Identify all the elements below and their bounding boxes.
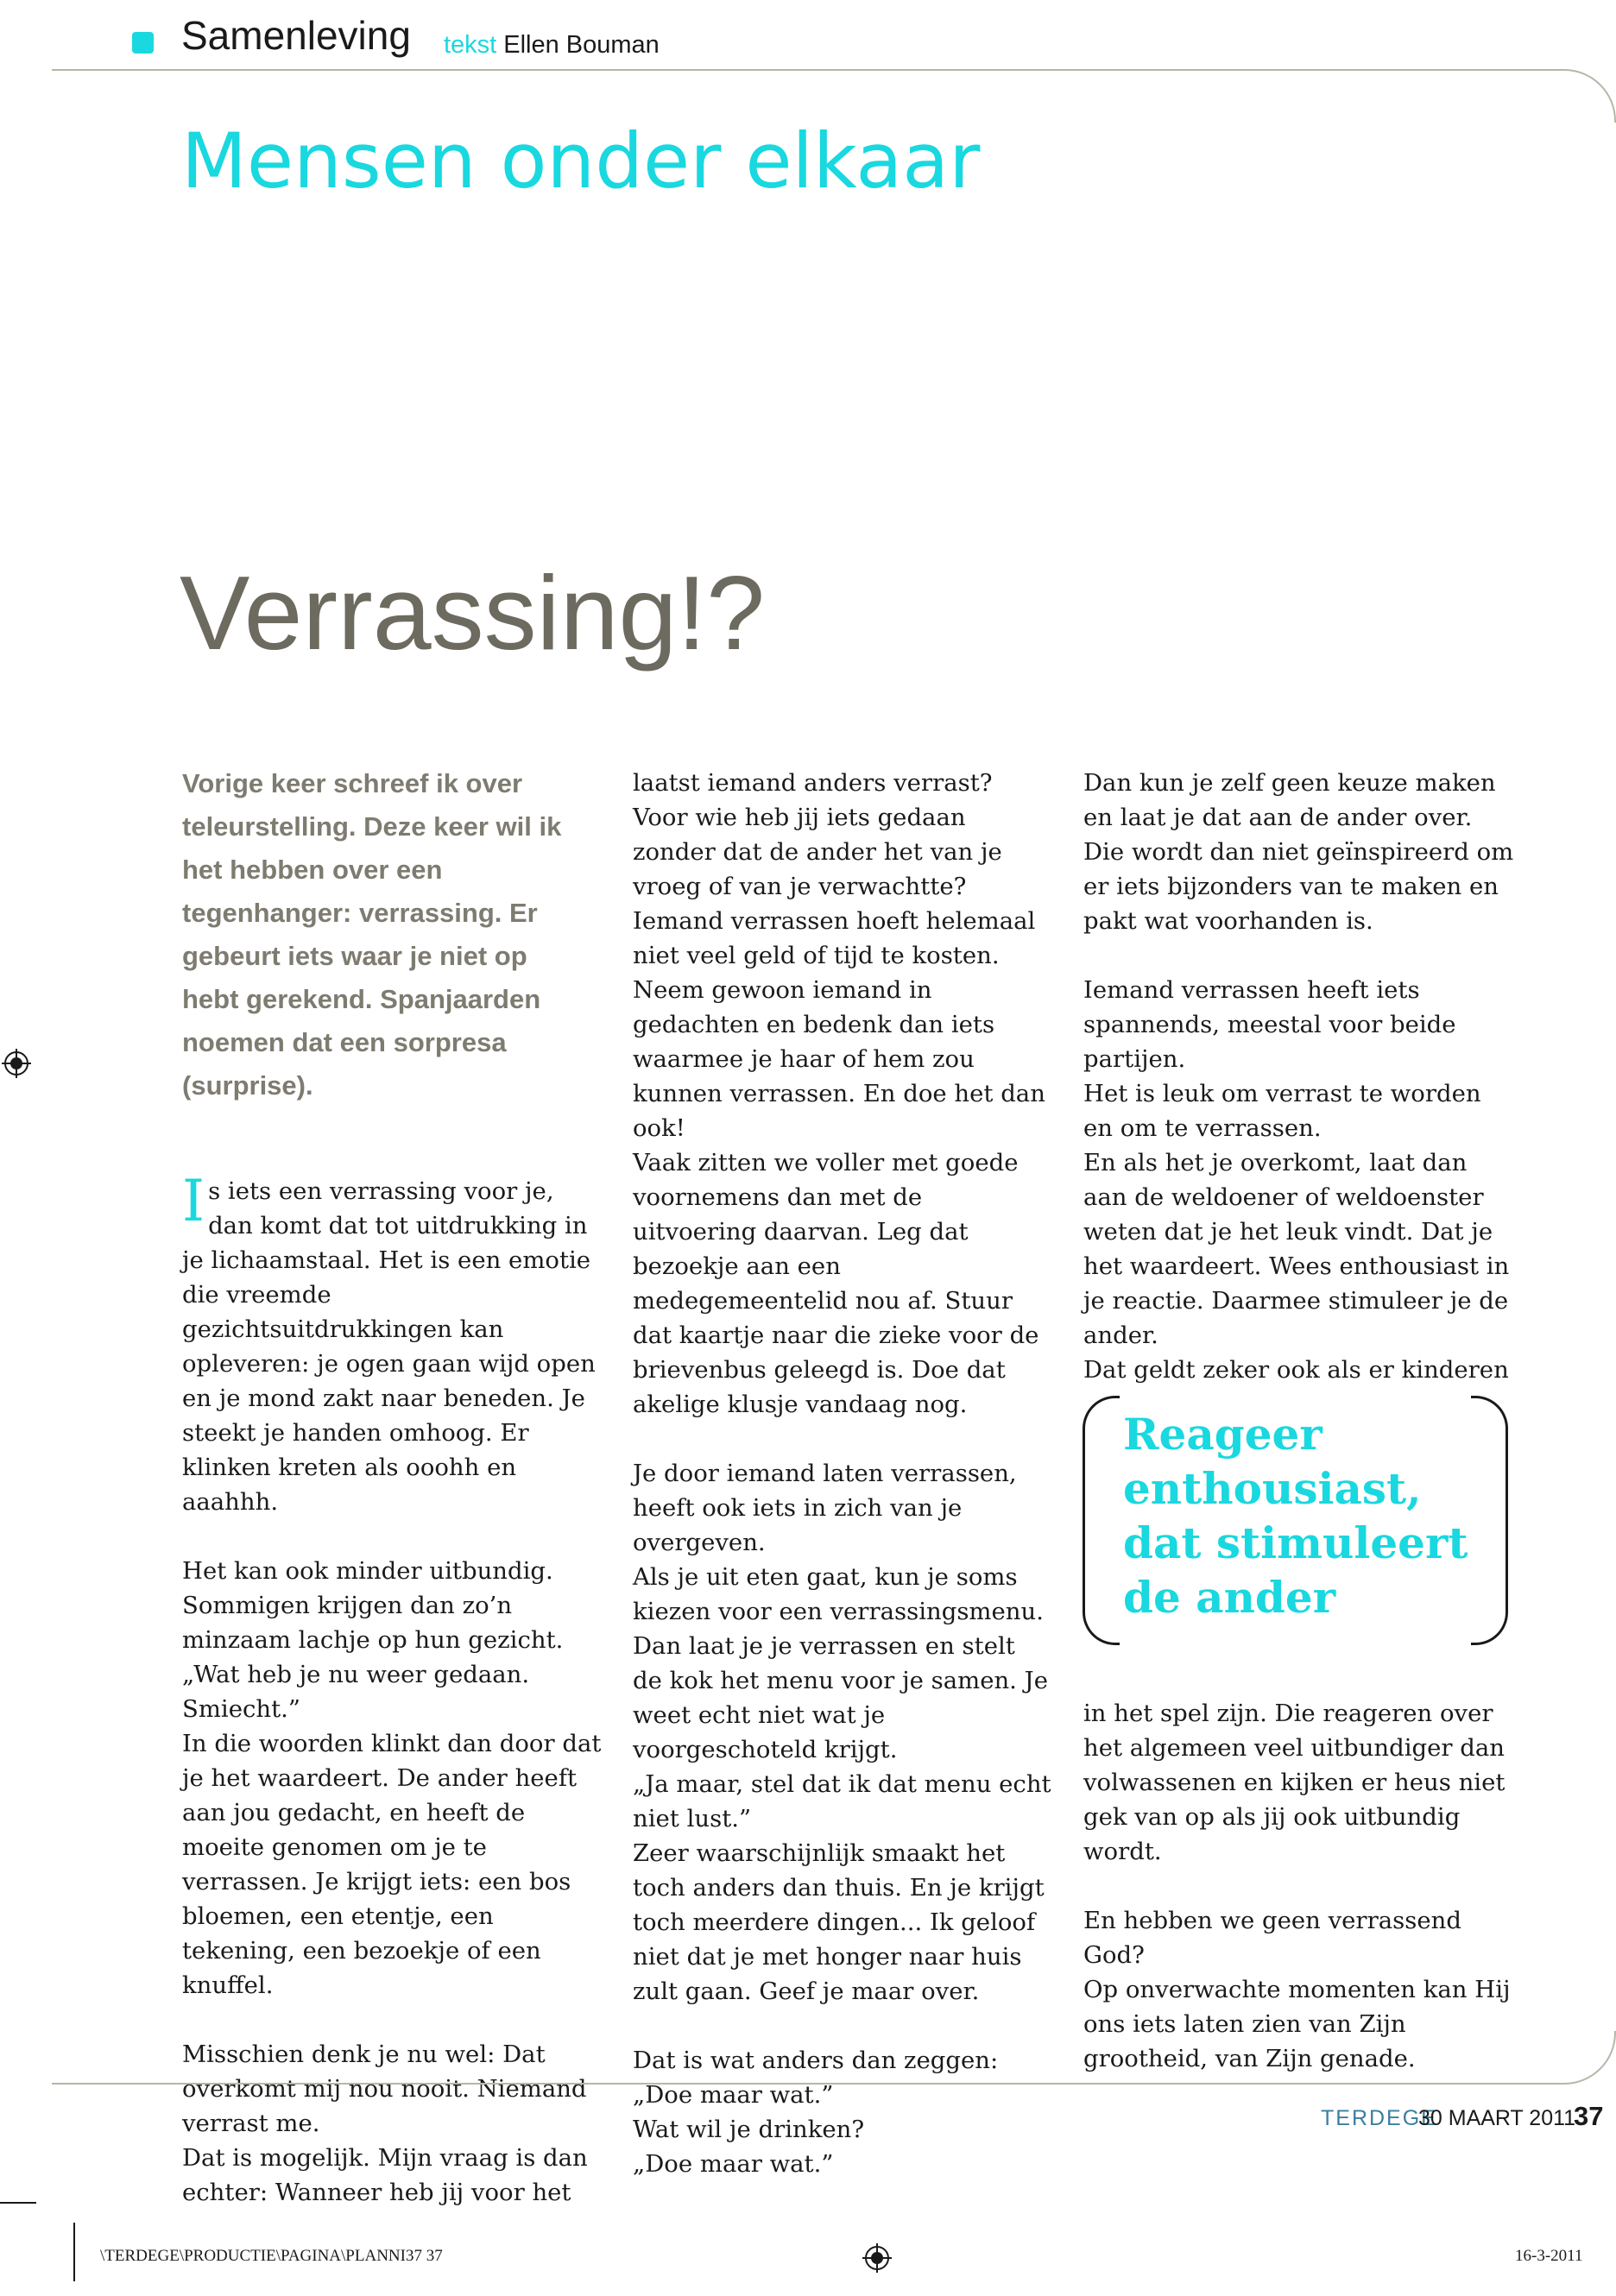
bottom-rule	[52, 2083, 1519, 2085]
paragraph: Dat is wat anders dan zeggen: „Doe maar wat.”	[633, 2047, 999, 2109]
paragraph: „Doe maar wat.”	[633, 2150, 834, 2178]
paragraph: Dan kun je zelf geen keuze maken en laat je dat aan de ander over. Die wordt dan niet geïnspireerd om er iets bijzonders van te maken en pakt wat voorhanden is.	[1083, 769, 1514, 935]
paragraph: Dat is mogelijk. Mijn vraag is dan echter: Wanneer heb jij voor het	[182, 2144, 588, 2206]
paragraph: In die woorden klinkt dan door dat je het waardeert. De ander heeft aan jou gedacht, en heeft de moeite genomen om je te verrassen. Je krijgt iets: een bos bloemen, een etentje, een tekening, een bezoekje of een knuffel.	[182, 1730, 602, 1999]
paragraph: Het is leuk om verrast te worden en om te verrassen.	[1083, 1080, 1481, 1142]
body-column-1	[182, 1168, 605, 2210]
section-marker	[132, 32, 154, 54]
paragraph: Misschien denk je nu wel: Dat overkomt mij nou nooit. Niemand verrast me.	[182, 2041, 587, 2137]
paragraph: Je door iemand laten verrassen, heeft ook iets in zich van je overgeven.	[633, 1460, 1017, 1556]
paragraph: Dat geldt zeker ook als er kinderen	[1083, 1356, 1509, 1384]
issue-date: 30 MAART 2011	[1418, 2106, 1576, 2130]
paragraph: Als je uit eten gaat, kun je soms kiezen voor een verrassingsmenu. Dan laat je je verrassen en stelt de kok het menu voor je samen. Je weet echt niet wat je voorgeschoteld krijgt.	[633, 1563, 1048, 1763]
paragraph: Wat wil je drinken?	[633, 2116, 865, 2143]
byline-author: Ellen Bouman	[503, 31, 660, 59]
paragraph: Het kan ook minder uitbundig. Sommigen krijgen dan zo’n minzaam lachje op hun gezicht. „Wat heb je nu weer gedaan. Smiecht.”	[182, 1557, 564, 1723]
byline	[444, 31, 660, 60]
top-corner-rule	[1519, 69, 1616, 123]
paragraph: Iemand verrassen hoeft helemaal niet veel geld of tijd te kosten. Neem gewoon iemand in gedachten en bedenk dan iets waarmee je haar of hem zou kunnen verrassen. En doe het dan ook!	[633, 907, 1045, 1142]
crop-mark	[0, 2202, 36, 2204]
article-headline: Verrassing!?	[180, 554, 766, 672]
print-slug-path: \TERDEGE\PRODUCTIE\PAGINA\PLANNI37 37	[100, 2247, 443, 2265]
drop-cap: I	[182, 1168, 205, 1234]
paragraph: Iemand verrassen heeft iets spannends, meestal voor beide partijen.	[1083, 976, 1456, 1073]
paragraph: „Ja maar, stel dat ik dat menu echt niet lust.”	[633, 1770, 1051, 1832]
article-intro: Vorige keer schreef ik over teleurstelling. Deze keer wil ik het hebben over een tegenhanger: verrassing. Er gebeurt iets waar je niet op hebt gerekend. Spanjaarden noemen dat een sorpresa (surprise).	[182, 768, 562, 1101]
top-rule	[52, 69, 1519, 71]
byline-label: tekst	[444, 31, 497, 59]
print-slug-date: 16-3-2011	[1515, 2247, 1583, 2265]
paragraph: Is iets een verrassing voor je, dan komt dat tot uitdrukking in je lichaamstaal. Het is een emotie die vreemde gezichtsuitdrukkingen kan opleveren: je ogen gaan wijd open en je mond zakt naar beneden. Je steekt je handen omhoog. Er klinken kreten als ooohh en aaahhh.	[182, 1168, 596, 1516]
section-name: Samenleving	[181, 13, 411, 58]
paragraph: En hebben we geen verrassend God?	[1083, 1907, 1461, 1969]
page-number: 37	[1574, 2101, 1604, 2131]
body-column-2	[633, 766, 1051, 2181]
body-column-3-continued	[1083, 1696, 1515, 2076]
paragraph: Op onverwachte momenten kan Hij ons iets laten zien van Zijn grootheid, van Zijn genade.	[1083, 1976, 1511, 2072]
crop-mark	[73, 2223, 75, 2281]
registration-mark-icon	[862, 2243, 892, 2273]
paragraph: En als het je overkomt, laat dan aan de weldoener of weldoenster weten dat je het leuk vindt. Dat je het waardeert. Wees enthousiast in je reactie. Daarmee stimuleer je de ander.	[1083, 1149, 1510, 1349]
pull-quote-left-bracket	[1083, 1396, 1120, 1645]
paragraph: Vaak zitten we voller met goede voornemens dan met de uitvoering daarvan. Leg dat bezoekje aan een medegemeentelid nou af. Stuur dat kaartje naar die zieke voor de brievenbus geleegd is. Doe dat akelige klusje vandaag nog.	[633, 1149, 1039, 1418]
bottom-corner-rule	[1519, 2031, 1616, 2085]
paragraph: laatst iemand anders verrast? Voor wie heb jij iets gedaan zonder dat de ander het van je vroeg of van je verwachtte?	[633, 769, 1002, 900]
magazine-name: TERDEGE	[1321, 2106, 1437, 2130]
paragraph: in het spel zijn. Die reageren over het algemeen veel uitbundiger dan volwassenen en kijken er heus niet gek van op als jij ook uitbundig wordt.	[1083, 1700, 1506, 1865]
pull-quote: Reageer enthousiast, dat stimuleert de ander	[1123, 1409, 1468, 1623]
paragraph: Zeer waarschijnlijk smaakt het toch anders dan thuis. En je krijgt toch meerdere dingen... Ik geloof niet dat je met honger naar huis zult gaan. Geef je maar over.	[633, 1839, 1045, 2005]
body-column-3	[1083, 766, 1515, 1387]
column-title: Mensen onder elkaar	[181, 117, 981, 205]
registration-mark-icon	[2, 1049, 31, 1078]
